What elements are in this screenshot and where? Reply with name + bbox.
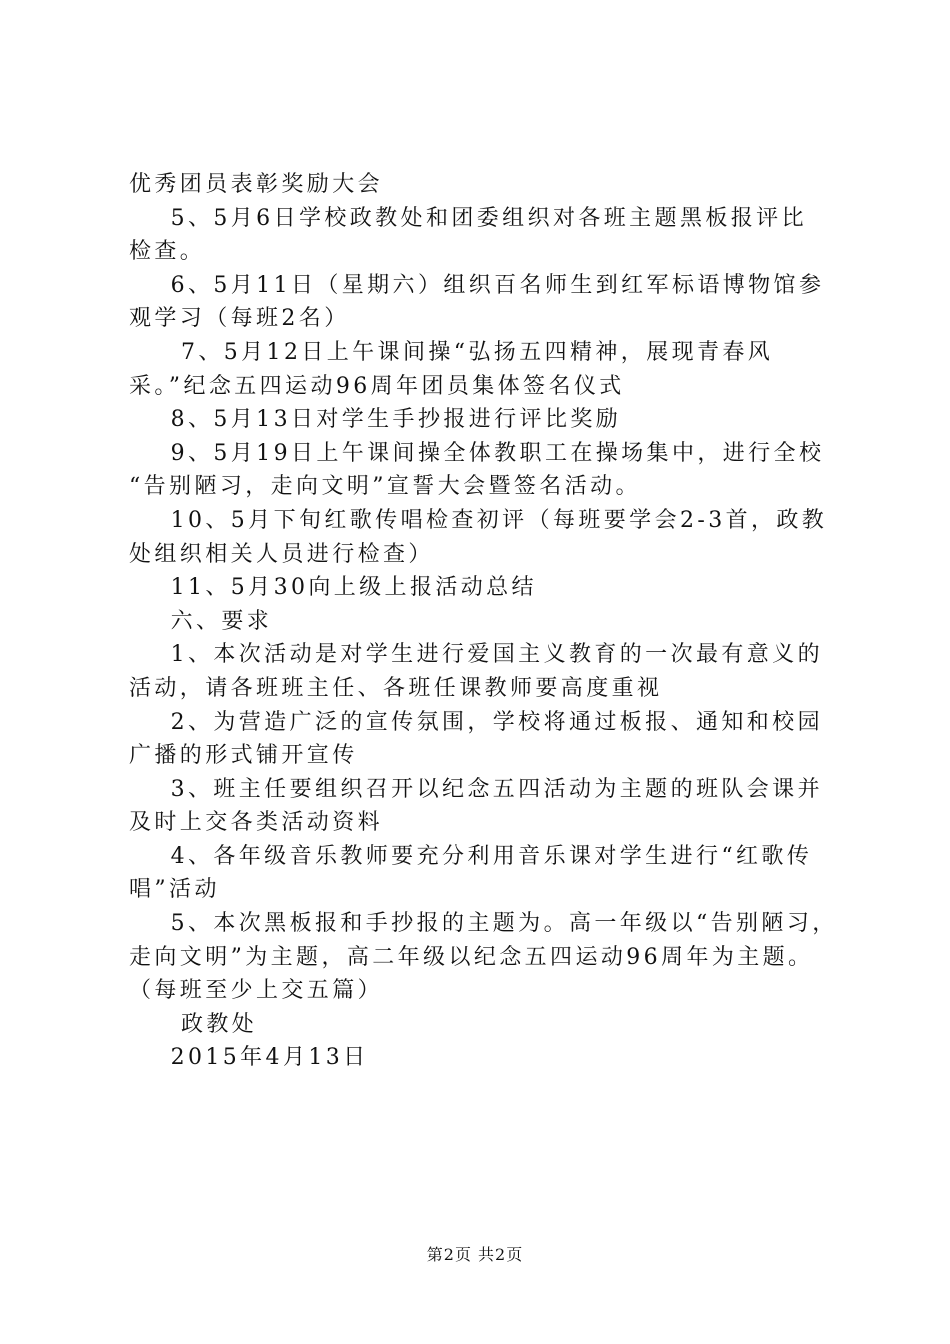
text-line: 唱”活动 <box>129 877 220 903</box>
text-line: 1、本次活动是对学生进行爱国主义教育的一次最有意义的 <box>129 642 823 668</box>
text-line: 5、本次黑板报和手抄报的主题为。高一年级以“告别陋习， <box>129 911 838 937</box>
text-line: 2、为营造广泛的宣传氛围，学校将通过板报、通知和校园 <box>129 709 823 735</box>
text-line: 广播的形式铺开宣传 <box>129 743 358 769</box>
text-line: 处组织相关人员进行检查） <box>129 541 434 567</box>
text-line: 观学习（每班2名） <box>129 306 350 332</box>
signature-department: 政教处 <box>129 1011 258 1037</box>
signature-date: 2015年4月13日 <box>129 1045 369 1071</box>
text-line: 检查。 <box>129 239 206 265</box>
text-line: 11、5月30向上级上报活动总结 <box>129 575 537 601</box>
text-line: 6、5月11日（星期六）组织百名师生到红军标语博物馆参 <box>129 272 825 298</box>
text-line: “告别陋习，走向文明”宣誓大会暨签名活动。 <box>129 474 641 500</box>
text-line: 10、5月下旬红歌传唱检查初评（每班要学会2-3首，政教 <box>129 507 828 533</box>
document-body <box>129 168 838 1075</box>
text-line: 8、5月13日对学生手抄报进行评比奖励 <box>129 407 622 433</box>
text-line: 3、班主任要组织召开以纪念五四活动为主题的班队会课并 <box>129 776 823 802</box>
text-line: 4、各年级音乐教师要充分利用音乐课对学生进行“红歌传 <box>129 843 813 869</box>
text-line: 采。”纪念五四运动96周年团员集体签名仪式 <box>129 373 625 399</box>
text-line: （每班至少上交五篇） <box>129 978 384 1004</box>
text-line: 9、5月19日上午课间操全体教职工在操场集中，进行全校 <box>129 440 825 466</box>
text-line: 5、5月6日学校政教处和团委组织对各班主题黑板报评比 <box>129 205 807 231</box>
page-number-footer: 第2页 共2页 <box>426 1245 524 1264</box>
text-line: 优秀团员表彰奖励大会 <box>129 172 384 197</box>
text-line: 7、5月12日上午课间操“弘扬五四精神，展现青春风 <box>129 339 774 365</box>
text-line: 及时上交各类活动资料 <box>129 810 384 836</box>
text-line: 活动，请各班班主任、各班任课教师要高度重视 <box>129 675 663 701</box>
section-heading: 六、要求 <box>129 608 273 634</box>
text-line: 走向文明”为主题，高二年级以纪念五四运动96周年为主题。 <box>129 944 814 970</box>
